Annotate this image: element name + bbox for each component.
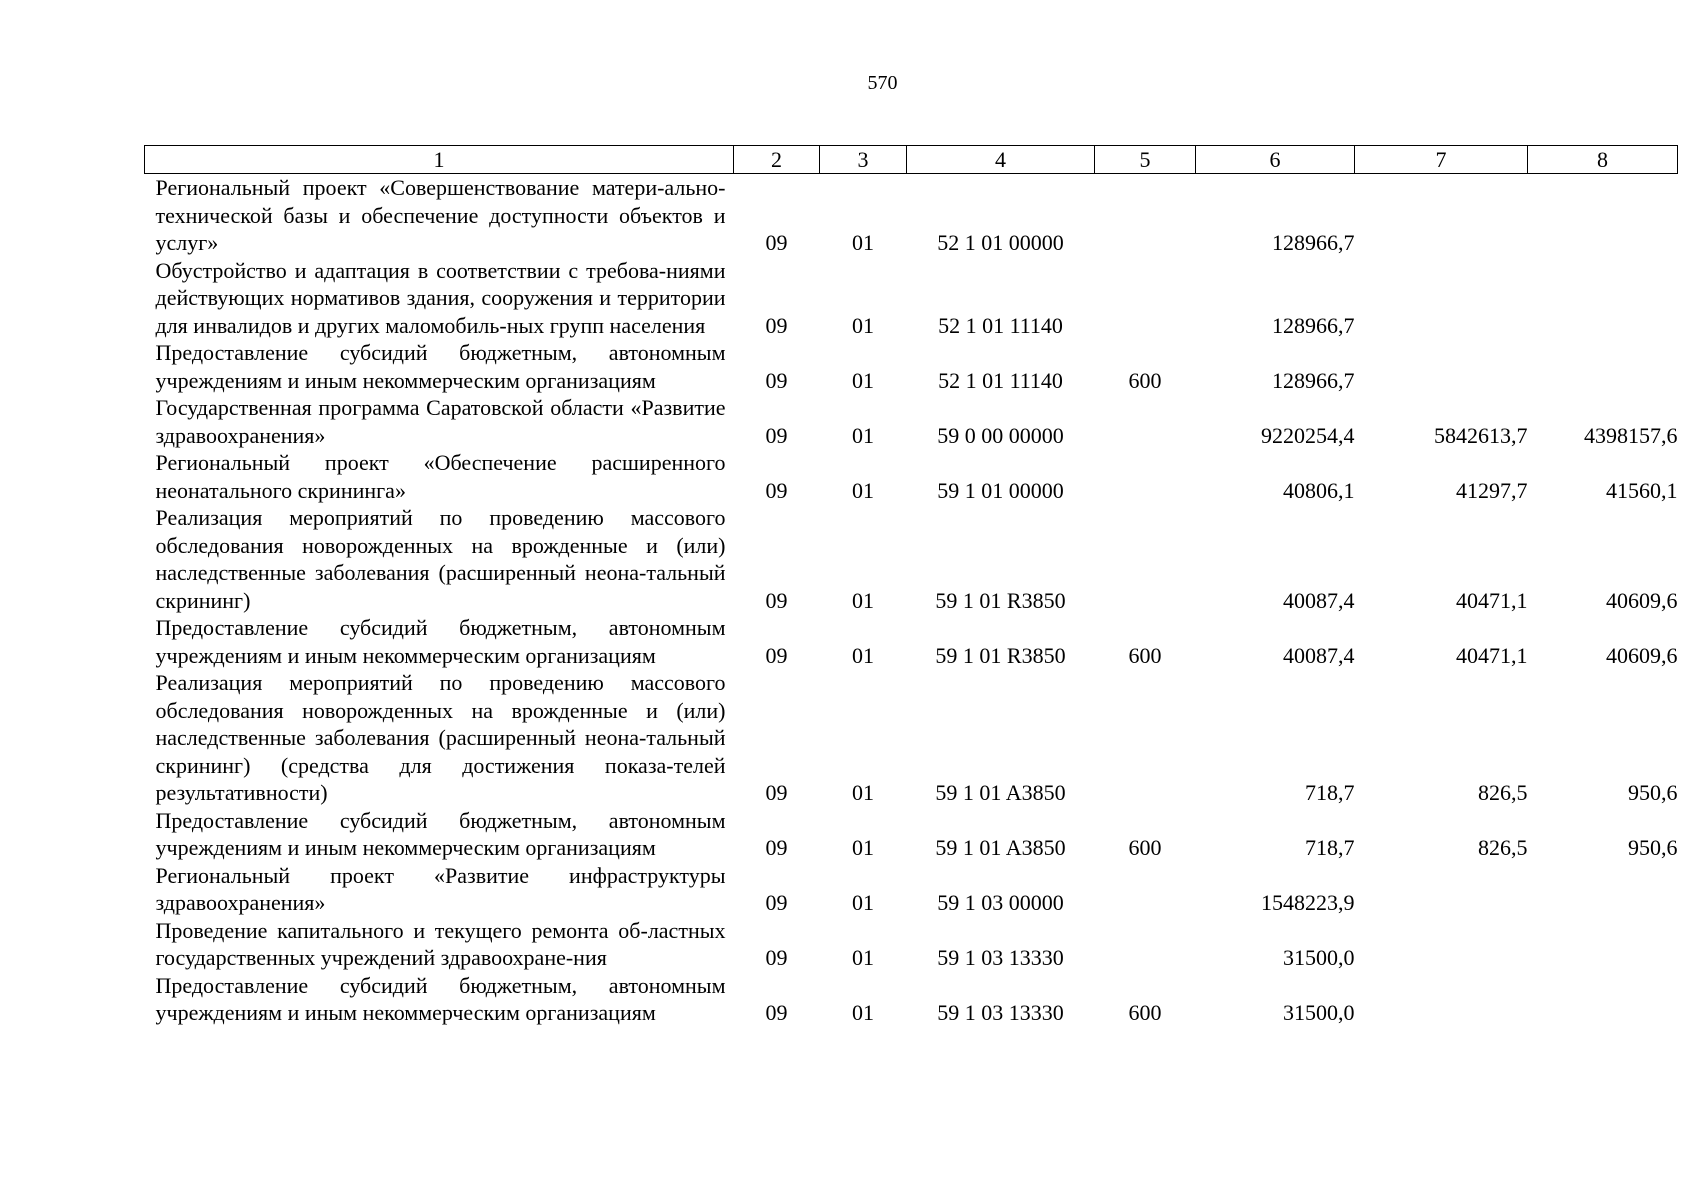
amount-col-8: 4398157,6 [1584, 422, 1678, 448]
subsection-code: 01 [852, 1000, 874, 1025]
item-name: Государственная программа Саратовской области «Развитие здравоохранения» [155, 395, 726, 448]
amount-col-6: 128966,7 [1272, 230, 1355, 255]
subsection-code: 01 [852, 945, 874, 970]
budget-table [144, 145, 1678, 1027]
item-name: Предоставление субсидий бюджетным, автономным учреждениям и иным некоммерческим организациям [155, 972, 726, 1025]
amount-col-6: 718,7 [1305, 835, 1355, 860]
column-number-header [145, 146, 1678, 174]
amount-col-8 [1528, 862, 1678, 917]
section-code: 09 [765, 312, 788, 338]
target-article-code: 52 1 01 11140 [938, 367, 1063, 393]
subsection-code: 01 [852, 422, 874, 448]
item-name: Реализация мероприятий по проведению массового обследования новорожденных на врожденные и (или) наследственные заболевания (расширенный неона-тальный скрининг) (средства для достижения показа-телей результативности) [155, 670, 726, 805]
amount-col-7 [1355, 972, 1528, 1027]
subsection-code: 01 [852, 642, 874, 668]
amount-col-6: 718,7 [1305, 780, 1355, 805]
expense-type-code [1095, 862, 1196, 917]
table-row [145, 449, 1678, 504]
target-article-code: 59 1 01 00000 [937, 477, 1064, 503]
item-name: Предоставление субсидий бюджетным, автономным учреждениям и иным некоммерческим организациям [155, 807, 726, 860]
expense-type-code [1095, 504, 1196, 614]
table-row [145, 669, 1678, 807]
amount-col-6: 40087,4 [1283, 587, 1355, 613]
target-article-code: 59 1 01 A3850 [935, 835, 1066, 860]
expense-type-code: 600 [1128, 835, 1162, 860]
amount-col-6: 31500,0 [1283, 1000, 1355, 1025]
section-code: 09 [765, 642, 788, 668]
section-code: 09 [765, 367, 788, 393]
table-row [145, 257, 1678, 340]
subsection-code: 01 [852, 835, 874, 860]
table-row [145, 972, 1678, 1027]
amount-col-6: 40806,1 [1283, 477, 1355, 503]
amount-col-6: 1548223,9 [1261, 890, 1355, 915]
amount-col-7: 41297,7 [1456, 477, 1528, 503]
amount-col-8 [1528, 339, 1678, 394]
column-header: 8 [1528, 146, 1678, 174]
item-name: Региональный проект «Обеспечение расширенного неонатального скрининга» [155, 450, 726, 503]
target-article-code: 59 1 01 A3850 [935, 780, 1066, 805]
amount-col-8 [1528, 257, 1678, 340]
column-header: 7 [1355, 146, 1528, 174]
expense-type-code [1095, 394, 1196, 449]
table-row [145, 174, 1678, 257]
amount-col-8: 40609,6 [1606, 642, 1678, 668]
table-row [145, 339, 1678, 394]
amount-col-7 [1355, 174, 1528, 257]
amount-col-6: 31500,0 [1283, 945, 1355, 970]
amount-col-7 [1355, 917, 1528, 972]
amount-col-6: 128966,7 [1272, 367, 1355, 393]
amount-col-7: 5842613,7 [1434, 422, 1528, 448]
expense-type-code [1095, 449, 1196, 504]
amount-col-7 [1355, 862, 1528, 917]
target-article-code: 52 1 01 11140 [938, 312, 1063, 338]
section-code: 09 [765, 587, 788, 613]
expense-type-code: 600 [1128, 1000, 1162, 1025]
column-header: 1 [145, 146, 734, 174]
item-name: Проведение капитального и текущего ремонта об-ластных государственных учреждений здравоохране-ния [155, 917, 726, 970]
target-article-code: 59 1 03 13330 [937, 1000, 1064, 1025]
table-row [145, 394, 1678, 449]
amount-col-6: 128966,7 [1272, 312, 1355, 338]
subsection-code: 01 [852, 230, 874, 255]
amount-col-8 [1528, 174, 1678, 257]
target-article-code: 59 1 03 00000 [937, 890, 1064, 915]
column-header: 4 [907, 146, 1095, 174]
subsection-code: 01 [852, 890, 874, 915]
expense-type-code: 600 [1128, 367, 1162, 393]
item-name: Предоставление субсидий бюджетным, автономным учреждениям и иным некоммерческим организациям [155, 615, 726, 668]
page-number: 570 [867, 72, 898, 94]
table-row [145, 807, 1678, 862]
section-code: 09 [765, 1000, 788, 1025]
subsection-code: 01 [852, 367, 874, 393]
amount-col-8: 950,6 [1628, 835, 1678, 860]
item-name: Региональный проект «Развитие инфраструктуры здравоохранения» [155, 862, 726, 915]
subsection-code: 01 [852, 312, 874, 338]
section-code: 09 [765, 230, 788, 255]
amount-col-8 [1528, 917, 1678, 972]
table-row [145, 862, 1678, 917]
item-name: Региональный проект «Совершенствование матери-ально-технической базы и обеспечение доступности объектов и услуг» [155, 175, 726, 255]
section-code: 09 [765, 477, 788, 503]
item-name: Обустройство и адаптация в соответствии с требова-ниями действующих нормативов здания, сооружения и территории для инвалидов и других маломобиль-ных групп населения [155, 257, 726, 338]
amount-col-7: 40471,1 [1456, 587, 1528, 613]
amount-col-8: 950,6 [1628, 780, 1678, 805]
subsection-code: 01 [852, 587, 874, 613]
target-article-code: 59 1 03 13330 [937, 945, 1064, 970]
table-row [145, 614, 1678, 669]
section-code: 09 [765, 890, 788, 915]
column-header: 6 [1196, 146, 1355, 174]
subsection-code: 01 [852, 780, 874, 805]
amount-col-6: 9220254,4 [1261, 422, 1355, 448]
table-row [145, 504, 1678, 614]
column-header: 2 [734, 146, 820, 174]
amount-col-8: 40609,6 [1606, 587, 1678, 613]
amount-col-7 [1355, 257, 1528, 340]
expense-type-code: 600 [1128, 642, 1162, 668]
amount-col-7: 826,5 [1478, 835, 1528, 860]
amount-col-7: 826,5 [1478, 780, 1528, 805]
amount-col-7: 40471,1 [1456, 642, 1528, 668]
target-article-code: 59 1 01 R3850 [935, 642, 1066, 668]
column-header: 3 [820, 146, 907, 174]
amount-col-8 [1528, 972, 1678, 1027]
table-row [145, 917, 1678, 972]
target-article-code: 59 1 01 R3850 [935, 587, 1066, 613]
section-code: 09 [765, 422, 788, 448]
section-code: 09 [765, 835, 788, 860]
subsection-code: 01 [852, 477, 874, 503]
column-header: 5 [1095, 146, 1196, 174]
amount-col-7 [1355, 339, 1528, 394]
item-name: Предоставление субсидий бюджетным, автономным учреждениям и иным некоммерческим организациям [155, 340, 726, 393]
expense-type-code [1095, 174, 1196, 257]
section-code: 09 [765, 945, 788, 970]
amount-col-8: 41560,1 [1606, 477, 1678, 503]
expense-type-code [1095, 917, 1196, 972]
section-code: 09 [765, 780, 788, 805]
target-article-code: 59 0 00 00000 [937, 422, 1064, 448]
target-article-code: 52 1 01 00000 [937, 230, 1064, 255]
item-name: Реализация мероприятий по проведению массового обследования новорожденных на врожденные и (или) наследственные заболевания (расширенный неона-тальный скрининг) [155, 505, 726, 613]
expense-type-code [1095, 257, 1196, 340]
amount-col-6: 40087,4 [1283, 642, 1355, 668]
expense-type-code [1095, 669, 1196, 807]
